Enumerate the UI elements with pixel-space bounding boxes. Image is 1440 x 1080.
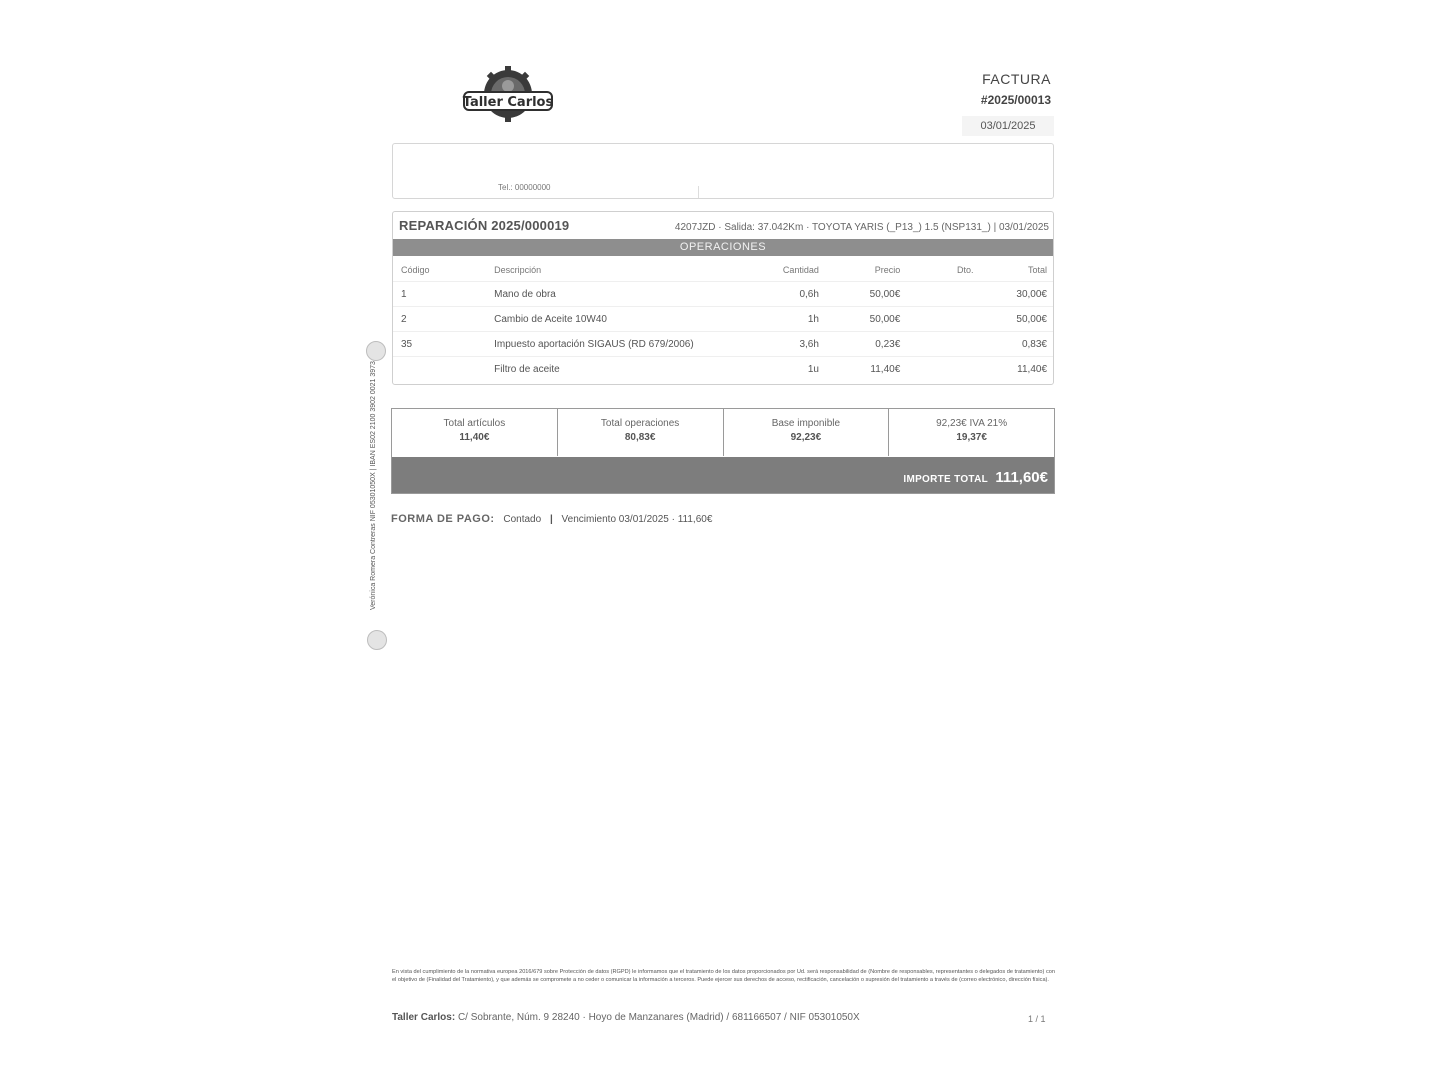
iva-cell (889, 409, 1054, 456)
repair-block (392, 211, 1054, 385)
repair-title: REPARACIÓN 2025/000019 (399, 218, 570, 233)
client-tel: Tel.: 00000000 (498, 183, 551, 192)
col-total: Total (1027, 265, 1047, 275)
invoice-title: FACTURA (982, 71, 1051, 87)
row-desc: Impuesto aportación SIGAUS (RD 679/2006) (494, 332, 761, 357)
legal-notice: En vista del cumplimiento de la normativa europea 2016/679 sobre Protección de datos (RGPD) le informamos que el tratamiento de los datos proporcionados por Ud. será responsabilidad de (Nombre de responsables, representantes o delegados de tratamiento) con el objetivo de (Finalidad del Tratamiento), y que además se compromete a no ceder o comunicar la información a terceros. Puede ejercer sus derechos de acceso, rectificación, cancelación o supresión del tratamiento a través de (correo electrónico, dirección física). (392, 969, 1055, 983)
row-price: 50,00€ (819, 282, 900, 307)
footer-company: Taller Carlos: (392, 1012, 456, 1023)
repair-vehicle-info: 4207JZD · Salida: 37.042Km · TOYOTA YARIS (_P13_) 1.5 (NSP131_) | 03/01/2025 (674, 222, 1049, 233)
payment-label: FORMA DE PAGO: (391, 513, 495, 525)
importe-total-value: 111,60€ (995, 469, 1048, 486)
row-qty: 1h (761, 307, 819, 332)
col-dto: Dto. (957, 265, 974, 275)
row-code: 1 (393, 282, 494, 307)
importe-total-label: IMPORTE TOTAL (903, 474, 988, 485)
row-desc: Mano de obra (494, 282, 761, 307)
footer-address: C/ Sobrante, Núm. 9 28240 · Hoyo de Manzanares (Madrid) / 681166507 / NIF 05301050X (457, 1012, 860, 1023)
side-bank-text: Verónica Romera Contreras NIF 05301050X | IBAN ES02 2100 3902 0021 3973 (370, 361, 377, 610)
row-qty: 3,6h (761, 332, 819, 357)
row-qty: 1u (761, 357, 819, 382)
client-divider (698, 186, 699, 198)
row-total: 11,40€ (974, 357, 1053, 382)
col-qty: Cantidad (782, 265, 819, 275)
row-dto (900, 357, 973, 382)
row-dto (900, 307, 973, 332)
table-row (393, 357, 1053, 382)
table-row (393, 282, 1053, 307)
total-articulos-value: 11,40€ (459, 432, 490, 443)
base-imponible-label: Base imponible (771, 418, 841, 429)
row-code: 2 (393, 307, 494, 332)
page-number: 1 / 1 (1028, 1014, 1046, 1024)
base-imponible-value: 92,23€ (790, 432, 822, 443)
row-total: 30,00€ (974, 282, 1053, 307)
total-operaciones-value: 80,83€ (624, 432, 656, 443)
total-operaciones-label: Total operaciones (600, 418, 680, 429)
row-price: 0,23€ (819, 332, 900, 357)
invoice-number: #2025/00013 (980, 93, 1051, 107)
total-articulos-label: Total artículos (443, 418, 506, 429)
importe-total-bar (392, 457, 1054, 493)
base-imponible-cell (724, 409, 890, 456)
client-box (392, 143, 1054, 199)
operations-table (393, 259, 1053, 381)
row-dto (900, 282, 973, 307)
table-row (393, 307, 1053, 332)
row-desc: Cambio de Aceite 10W40 (494, 307, 761, 332)
totals-box (391, 408, 1055, 494)
taller-carlos-logo (462, 64, 554, 126)
row-dto (900, 332, 973, 357)
col-code: Código (401, 265, 430, 275)
iva-value: 19,37€ (956, 432, 987, 443)
invoice-date: 03/01/2025 (962, 116, 1054, 136)
payment-due: Vencimiento 03/01/2025 · 111,60€ (561, 514, 713, 525)
payment-separator: | (549, 514, 553, 525)
table-row (393, 332, 1053, 357)
row-price: 11,40€ (819, 357, 900, 382)
total-operaciones-cell (558, 409, 724, 456)
row-price: 50,00€ (819, 307, 900, 332)
payment-method: Contado (503, 514, 542, 525)
total-articulos-cell (392, 409, 558, 456)
col-price: Precio (874, 265, 901, 275)
punch-hole-top (366, 341, 386, 361)
iva-label: 92,23€ IVA 21% (936, 418, 1008, 429)
row-code (393, 357, 494, 382)
svg-text:Taller Carlos: Taller Carlos (462, 95, 554, 110)
row-desc: Filtro de aceite (494, 357, 761, 382)
row-total: 0,83€ (974, 332, 1053, 357)
punch-hole-bottom (367, 630, 387, 650)
row-qty: 0,6h (761, 282, 819, 307)
footer (392, 1012, 860, 1023)
row-code: 35 (393, 332, 494, 357)
col-desc: Descripción (494, 265, 542, 275)
row-total: 50,00€ (974, 307, 1053, 332)
payment-line (391, 513, 712, 525)
table-header-row (393, 259, 1053, 282)
operations-header: OPERACIONES (393, 239, 1053, 256)
